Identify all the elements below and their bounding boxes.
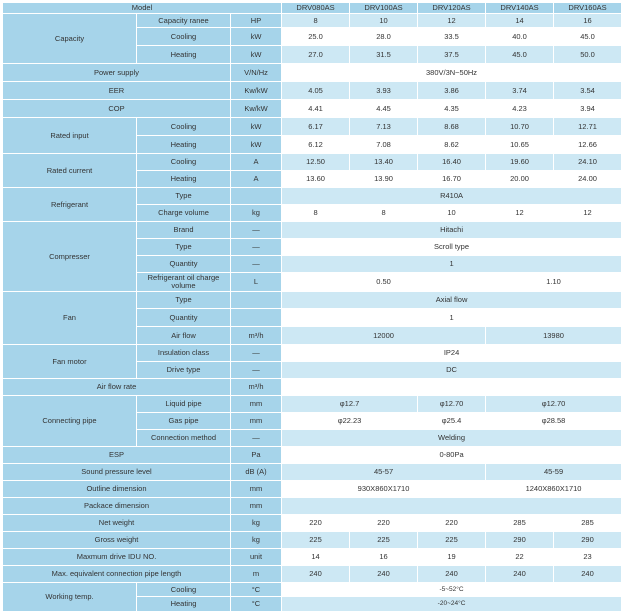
value-cell: 12.66 bbox=[554, 136, 622, 154]
value-cell: 380V/3N~50Hz bbox=[282, 64, 622, 82]
unit-cell: mm bbox=[231, 498, 282, 515]
row-label: Gross weight bbox=[3, 532, 231, 549]
row-label: Sound pressure level bbox=[3, 464, 231, 481]
model-name: DRV140AS bbox=[486, 3, 554, 14]
unit-cell: — bbox=[231, 222, 282, 239]
fan-type-row bbox=[3, 292, 622, 309]
value-cell: -20~24°C bbox=[282, 597, 622, 612]
spec-table bbox=[2, 2, 622, 612]
net-weight-row bbox=[3, 515, 622, 532]
model-row bbox=[3, 3, 622, 14]
row-label: Maxmum drive IDU NO. bbox=[3, 549, 231, 566]
row-label: Capacity ranee bbox=[137, 14, 231, 28]
value-cell: 16 bbox=[350, 549, 418, 566]
sound-pressure-row bbox=[3, 464, 622, 481]
value-cell: φ25.4 bbox=[418, 413, 486, 430]
model-label: Model bbox=[3, 3, 282, 14]
row-label: Charge volume bbox=[137, 205, 231, 222]
value-cell: 3.74 bbox=[486, 82, 554, 100]
value-cell: 14 bbox=[486, 14, 554, 28]
value-cell: 33.5 bbox=[418, 28, 486, 46]
value-cell: 4.45 bbox=[350, 100, 418, 118]
value-cell: φ12.70 bbox=[486, 396, 622, 413]
value-cell: 240 bbox=[554, 566, 622, 583]
value-cell: 285 bbox=[554, 515, 622, 532]
value-cell: 24.00 bbox=[554, 171, 622, 188]
max-idu-row bbox=[3, 549, 622, 566]
value-cell: 8 bbox=[282, 14, 350, 28]
fan-label: Fan bbox=[3, 292, 137, 345]
value-cell: R410A bbox=[282, 188, 622, 205]
value-cell: 45-57 bbox=[282, 464, 486, 481]
unit-cell: °C bbox=[231, 597, 282, 612]
value-cell: 12.50 bbox=[282, 154, 350, 171]
unit-cell bbox=[231, 309, 282, 327]
rated-current-cooling-row bbox=[3, 154, 622, 171]
unit-cell: A bbox=[231, 154, 282, 171]
value-cell: 10.65 bbox=[486, 136, 554, 154]
value-cell: 6.17 bbox=[282, 118, 350, 136]
value-cell: φ12.7 bbox=[282, 396, 418, 413]
value-cell: 240 bbox=[350, 566, 418, 583]
value-cell: 16.70 bbox=[418, 171, 486, 188]
row-label: Insulation class bbox=[137, 345, 231, 362]
row-label: Net weight bbox=[3, 515, 231, 532]
row-label: Cooling bbox=[137, 583, 231, 597]
capacity-range-row bbox=[3, 14, 622, 28]
value-cell: 22 bbox=[486, 549, 554, 566]
value-cell: 4.41 bbox=[282, 100, 350, 118]
value-cell: 10 bbox=[350, 14, 418, 28]
rated-input-cooling-row bbox=[3, 118, 622, 136]
row-label: Brand bbox=[137, 222, 231, 239]
unit-cell: kW bbox=[231, 28, 282, 46]
value-cell: 285 bbox=[486, 515, 554, 532]
value-cell: 8.68 bbox=[418, 118, 486, 136]
value-cell: 4.23 bbox=[486, 100, 554, 118]
value-cell: 290 bbox=[554, 532, 622, 549]
value-cell: 12000 bbox=[282, 327, 486, 345]
row-label: Air flow rate bbox=[3, 379, 231, 396]
value-cell: 0-80Pa bbox=[282, 447, 622, 464]
value-cell: 8 bbox=[282, 205, 350, 222]
unit-cell: mm bbox=[231, 481, 282, 498]
value-cell: 3.94 bbox=[554, 100, 622, 118]
value-cell: 20.00 bbox=[486, 171, 554, 188]
value-cell: 240 bbox=[282, 566, 350, 583]
value-cell: 13.40 bbox=[350, 154, 418, 171]
value-cell: 4.35 bbox=[418, 100, 486, 118]
refrigerant-type-row bbox=[3, 188, 622, 205]
value-cell: 13.60 bbox=[282, 171, 350, 188]
row-label: Quantity bbox=[137, 256, 231, 273]
value-cell: Hitachi bbox=[282, 222, 622, 239]
value-cell: 14 bbox=[282, 549, 350, 566]
rated-current-label: Rated current bbox=[3, 154, 137, 188]
unit-cell: kg bbox=[231, 532, 282, 549]
unit-cell: — bbox=[231, 239, 282, 256]
unit-cell: m³/h bbox=[231, 327, 282, 345]
value-cell: φ12.70 bbox=[418, 396, 486, 413]
unit-cell: mm bbox=[231, 413, 282, 430]
unit-cell: mm bbox=[231, 396, 282, 413]
value-cell: 240 bbox=[486, 566, 554, 583]
eer-row bbox=[3, 82, 622, 100]
max-pipe-length-row bbox=[3, 566, 622, 583]
value-cell: 1 bbox=[282, 256, 622, 273]
row-label: Drive type bbox=[137, 362, 231, 379]
value-cell: Axial flow bbox=[282, 292, 622, 309]
value-cell: 0.50 bbox=[282, 273, 486, 292]
value-cell: -5~52°C bbox=[282, 583, 622, 597]
unit-cell: V/N/Hz bbox=[231, 64, 282, 82]
row-label: Gas pipe bbox=[137, 413, 231, 430]
unit-cell: HP bbox=[231, 14, 282, 28]
unit-cell: — bbox=[231, 362, 282, 379]
value-cell: 1.10 bbox=[486, 273, 622, 292]
value-cell: 16 bbox=[554, 14, 622, 28]
working-temp-label: Working temp. bbox=[3, 583, 137, 612]
value-cell: 45-59 bbox=[486, 464, 622, 481]
unit-cell: — bbox=[231, 430, 282, 447]
value-cell bbox=[418, 379, 486, 396]
value-cell: IP24 bbox=[282, 345, 622, 362]
unit-cell: Pa bbox=[231, 447, 282, 464]
value-cell: 28.0 bbox=[350, 28, 418, 46]
capacity-label: Capacity bbox=[3, 14, 137, 64]
row-label: Quantity bbox=[137, 309, 231, 327]
model-name: DRV120AS bbox=[418, 3, 486, 14]
row-label: Power supply bbox=[3, 64, 231, 82]
row-label: Type bbox=[137, 188, 231, 205]
value-cell bbox=[282, 498, 622, 515]
compressor-brand-row bbox=[3, 222, 622, 239]
value-cell: Welding bbox=[282, 430, 622, 447]
row-label: ESP bbox=[3, 447, 231, 464]
gross-weight-row bbox=[3, 532, 622, 549]
row-label: Refrigerant oil charge volume bbox=[137, 273, 231, 292]
value-cell: 220 bbox=[282, 515, 350, 532]
value-cell: 7.13 bbox=[350, 118, 418, 136]
working-temp-cooling-row bbox=[3, 583, 622, 597]
value-cell: φ22.23 bbox=[282, 413, 418, 430]
unit-cell: kW bbox=[231, 118, 282, 136]
value-cell: 27.0 bbox=[282, 46, 350, 64]
value-cell: 290 bbox=[486, 532, 554, 549]
value-cell: 220 bbox=[418, 515, 486, 532]
unit-cell: L bbox=[231, 273, 282, 292]
row-label: Type bbox=[137, 239, 231, 256]
value-cell: 930X860X1710 bbox=[282, 481, 486, 498]
row-label: Liquid pipe bbox=[137, 396, 231, 413]
package-dimension-row bbox=[3, 498, 622, 515]
value-cell: Scroll type bbox=[282, 239, 622, 256]
value-cell: 31.5 bbox=[350, 46, 418, 64]
value-cell: 45.0 bbox=[486, 46, 554, 64]
unit-cell: °C bbox=[231, 583, 282, 597]
unit-cell: m³/h bbox=[231, 379, 282, 396]
connecting-pipe-label: Connecting pipe bbox=[3, 396, 137, 447]
value-cell: 13.90 bbox=[350, 171, 418, 188]
row-label: Heating bbox=[137, 597, 231, 612]
cop-row bbox=[3, 100, 622, 118]
value-cell: 12 bbox=[486, 205, 554, 222]
value-cell: 25.0 bbox=[282, 28, 350, 46]
unit-cell: dB (A) bbox=[231, 464, 282, 481]
unit-cell: — bbox=[231, 345, 282, 362]
value-cell: 10 bbox=[418, 205, 486, 222]
refrigerant-label: Refrigerant bbox=[3, 188, 137, 222]
value-cell: 40.0 bbox=[486, 28, 554, 46]
value-cell: 12.71 bbox=[554, 118, 622, 136]
unit-cell: Kw/kW bbox=[231, 100, 282, 118]
unit-cell: kg bbox=[231, 205, 282, 222]
unit-cell: unit bbox=[231, 549, 282, 566]
row-label: Type bbox=[137, 292, 231, 309]
row-label: EER bbox=[3, 82, 231, 100]
value-cell: 24.10 bbox=[554, 154, 622, 171]
value-cell bbox=[350, 379, 418, 396]
liquid-pipe-row bbox=[3, 396, 622, 413]
value-cell bbox=[486, 379, 554, 396]
value-cell: 45.0 bbox=[554, 28, 622, 46]
value-cell: 225 bbox=[418, 532, 486, 549]
value-cell bbox=[282, 379, 350, 396]
value-cell: 16.40 bbox=[418, 154, 486, 171]
value-cell: 220 bbox=[350, 515, 418, 532]
unit-cell: Kw/kW bbox=[231, 82, 282, 100]
value-cell: 225 bbox=[282, 532, 350, 549]
value-cell: 19.60 bbox=[486, 154, 554, 171]
unit-cell: kW bbox=[231, 46, 282, 64]
row-label: Heating bbox=[137, 136, 231, 154]
air-flow-rate-row bbox=[3, 379, 622, 396]
fan-motor-insulation-row bbox=[3, 345, 622, 362]
value-cell: 8.62 bbox=[418, 136, 486, 154]
compressor-label: Compresser bbox=[3, 222, 137, 292]
row-label: Connection method bbox=[137, 430, 231, 447]
unit-cell: A bbox=[231, 171, 282, 188]
unit-cell: kg bbox=[231, 515, 282, 532]
value-cell: 225 bbox=[350, 532, 418, 549]
esp-row bbox=[3, 447, 622, 464]
row-label: Heating bbox=[137, 171, 231, 188]
model-name: DRV080AS bbox=[282, 3, 350, 14]
unit-cell: — bbox=[231, 256, 282, 273]
unit-cell: kW bbox=[231, 136, 282, 154]
row-label: Cooling bbox=[137, 154, 231, 171]
value-cell: 240 bbox=[418, 566, 486, 583]
unit-cell bbox=[231, 188, 282, 205]
value-cell: DC bbox=[282, 362, 622, 379]
row-label: Cooling bbox=[137, 118, 231, 136]
value-cell: 3.86 bbox=[418, 82, 486, 100]
rated-input-label: Rated input bbox=[3, 118, 137, 154]
value-cell: 50.0 bbox=[554, 46, 622, 64]
value-cell: 6.12 bbox=[282, 136, 350, 154]
row-label: Cooling bbox=[137, 28, 231, 46]
value-cell: 37.5 bbox=[418, 46, 486, 64]
row-label: Max. equivalent connection pipe length bbox=[3, 566, 231, 583]
value-cell: φ28.58 bbox=[486, 413, 622, 430]
value-cell: 13980 bbox=[486, 327, 622, 345]
row-label: Heating bbox=[137, 46, 231, 64]
model-name: DRV100AS bbox=[350, 3, 418, 14]
fan-motor-label: Fan motor bbox=[3, 345, 137, 379]
row-label: COP bbox=[3, 100, 231, 118]
value-cell: 7.08 bbox=[350, 136, 418, 154]
row-label: Packace dimension bbox=[3, 498, 231, 515]
value-cell: 19 bbox=[418, 549, 486, 566]
model-name: DRV160AS bbox=[554, 3, 622, 14]
value-cell: 1 bbox=[282, 309, 622, 327]
value-cell: 12 bbox=[418, 14, 486, 28]
value-cell: 3.93 bbox=[350, 82, 418, 100]
value-cell: 8 bbox=[350, 205, 418, 222]
value-cell: 23 bbox=[554, 549, 622, 566]
row-label: Outline dimension bbox=[3, 481, 231, 498]
value-cell: 1240X860X1710 bbox=[486, 481, 622, 498]
outline-dimension-row bbox=[3, 481, 622, 498]
value-cell: 4.05 bbox=[282, 82, 350, 100]
value-cell: 10.70 bbox=[486, 118, 554, 136]
value-cell: 12 bbox=[554, 205, 622, 222]
power-supply-row bbox=[3, 64, 622, 82]
value-cell: 3.54 bbox=[554, 82, 622, 100]
row-label: Air flow bbox=[137, 327, 231, 345]
unit-cell bbox=[231, 292, 282, 309]
value-cell bbox=[554, 379, 622, 396]
unit-cell: m bbox=[231, 566, 282, 583]
